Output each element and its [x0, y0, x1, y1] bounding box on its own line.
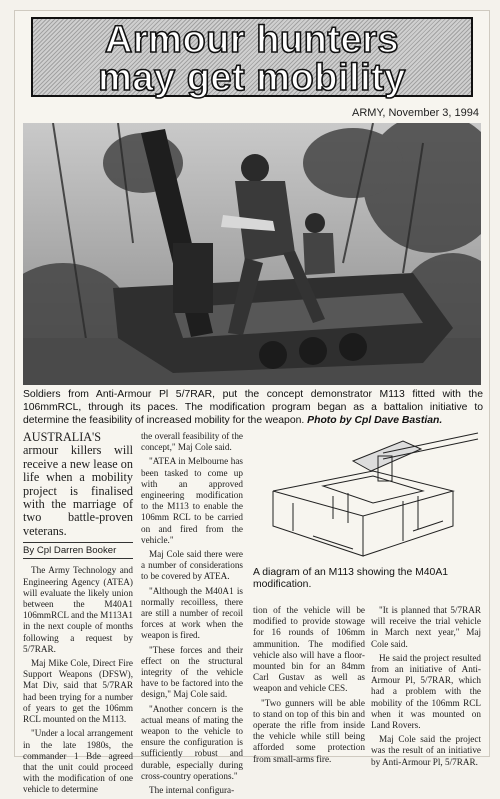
paragraph: Maj Cole said there were a number of considerations to be covered by ATEA. [141, 549, 243, 582]
paragraph: The Army Technology and Engineering Agency (ATEA) will evaluate the likely union between the M40A1 106mmRCL and the M113A1 in the next couple of months following a request by 5/7RAR. [23, 565, 133, 654]
article-column-1 [23, 431, 133, 799]
headline-line-2: may get mobility [98, 57, 406, 99]
headline-banner [31, 17, 473, 97]
paragraph: "ATEA in Melbourne has been tasked to come up with an approved engineering modification to the M113 to enable the 106mm RCL to be carried on and fired from the vehicle." [141, 456, 243, 545]
photo-credit: Photo by Cpl Dave Bastian. [307, 415, 443, 426]
paragraph: "Another concern is the actual means of mating the weapon to the vehicle to ensure the configuration is sufficiently robust and durable, especially during cross-country operations." [141, 703, 243, 781]
paragraph: "These forces and their effect on the structural integrity of the vehicle have to be factored into the design," Maj Cole said. [141, 644, 243, 700]
caption-text: Soldiers from Anti-Armour Pl 5/7RAR, put the concept demonstrator M113 fitted with the 106mmRCL, through its paces. The modification program began as a battalion initiative to determine the feasibility of increased mobility for the weapon. [23, 389, 483, 426]
paragraph: "Under a local arrangement in the late 1980s, the commander 1 Bde agreed that the unit could proceed with the modification of one vehicle to determine [23, 728, 133, 795]
diagram-caption: A diagram of an M113 showing the M40A1 modification. [253, 567, 449, 590]
photo-caption [23, 388, 483, 427]
newspaper-clipping [14, 10, 490, 796]
article-photo [23, 123, 481, 385]
source-dateline: ARMY, November 3, 1994 [352, 107, 479, 119]
byline: By Cpl Darren Booker [23, 542, 133, 559]
paragraph: "It is planned that 5/7RAR will receive the trial vehicle in March next year," Maj Cole said. [371, 605, 481, 649]
paragraph: The internal configura- [149, 785, 235, 796]
article-lede: AUSTRALIA'S armour killers will receive a new lease on life when a mobility project is finalised with the marriage of two battle-proven veterans. [23, 430, 133, 538]
m113-diagram [253, 431, 481, 563]
paragraph: "Two gunners will be able to stand on top of this bin and operate the rifle from inside the vehicle while still being afforded some protection from small-arms fire. [253, 697, 365, 764]
article-column-4 [371, 605, 481, 771]
article-column-2 [141, 431, 243, 799]
paragraph: Maj Cole said the project was the result of an initiative by Anti-Armour Pl, 5/7RAR. [371, 734, 481, 767]
headline-line-1: Armour hunters [104, 19, 400, 61]
paragraph: the overall feasibility of the concept," Maj Cole said. [141, 431, 243, 453]
paragraph: Maj Mike Cole, Direct Fire Support Weapons (DFSW), Mat Div, said that 5/7RAR had been trying for a number of years to get the 106mm RCL mounted on the M113. [23, 658, 133, 725]
article-column-3 [253, 605, 365, 768]
paragraph: He said the project resulted from an initiative of Anti-Armour Pl, 5/7RAR, which had a problem with the mobility of the 106mm RCL when it was mounted on Land Rovers. [371, 652, 481, 731]
paragraph: tion of the vehicle will be modified to provide stowage for 16 rounds of 106mm ammunition. The modified vehicle also will have a floor-mounted bin for an 84mm Carl Gustav as well as weapon and vehicle CES. [253, 605, 365, 694]
paragraph: "Although the M40A1 is normally recoilless, there are still a number of recoil forces at work when the weapon is fired. [141, 585, 243, 641]
